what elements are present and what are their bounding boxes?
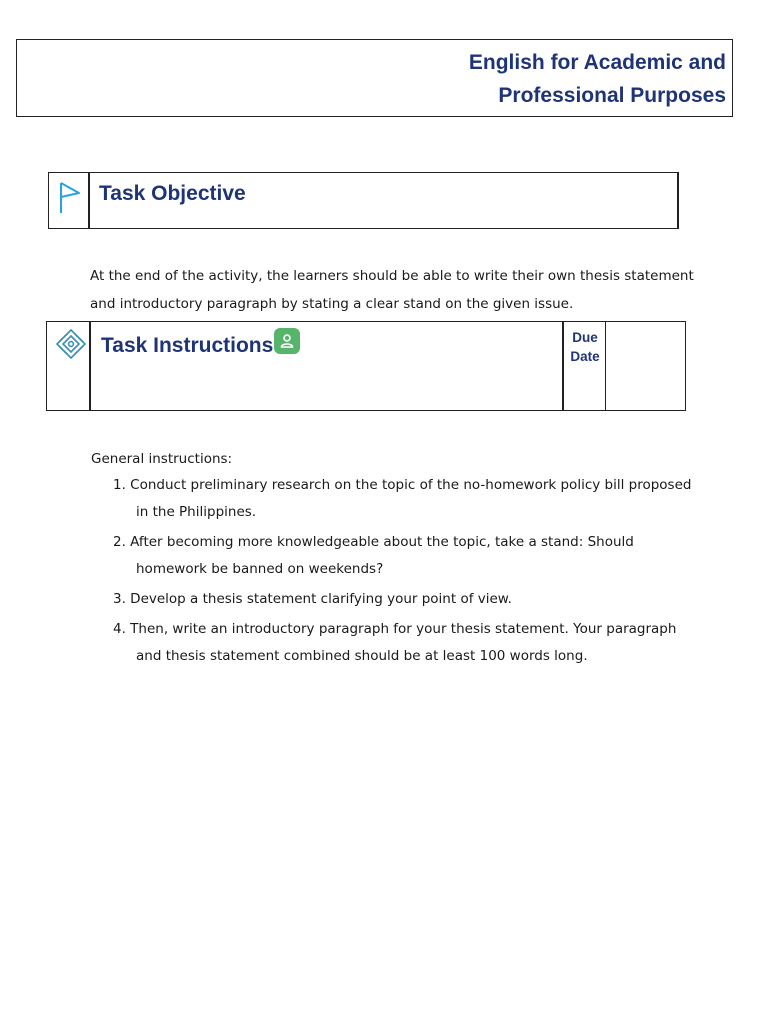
general-instructions-label: General instructions: — [91, 451, 233, 467]
flag-icon — [58, 181, 82, 215]
due-date-value-cell — [607, 322, 685, 410]
list-item — [113, 586, 693, 613]
puzzle-icon — [55, 328, 87, 362]
course-title-line-2: Professional Purposes — [498, 84, 726, 107]
list-item-line-1: 3. Develop a thesis statement clarifying your point of view. — [113, 591, 512, 607]
instructions-heading-text: Task Instructions — [101, 334, 274, 357]
objective-icon-cell — [49, 173, 90, 228]
list-item-line-1: 2. After becoming more knowledgeable about the topic, take a stand: Should — [113, 534, 634, 550]
objective-text-line-1: At the end of the activity, the learners should be able to write their own thesis statement — [90, 268, 694, 284]
list-item-line-2: in the Philippines. — [136, 504, 257, 520]
due-date-label-cell — [562, 322, 606, 410]
course-title-line-1: English for Academic and — [468, 51, 726, 74]
list-item-line-2: homework be banned on weekends? — [136, 561, 384, 577]
objective-heading: Task Objective — [99, 182, 246, 205]
objective-text-line-2: and introductory paragraph by stating a clear stand on the given issue. — [90, 296, 574, 312]
instructions-heading — [101, 334, 300, 358]
list-item-line-1: 1. Conduct preliminary research on the topic of the no-homework policy bill proposed — [113, 477, 692, 493]
user-icon — [280, 333, 294, 349]
course-title — [326, 46, 726, 112]
list-item-line-1: 4. Then, write an introductory paragraph for your thesis statement. Your paragraph — [113, 621, 677, 637]
due-date-label: Due Date — [570, 330, 600, 364]
task-objective-box — [48, 172, 679, 229]
list-item — [113, 616, 693, 670]
task-instructions-box — [46, 321, 686, 411]
list-item-line-2: and thesis statement combined should be at least 100 words long. — [136, 648, 588, 664]
instructions-icon-cell — [47, 322, 91, 410]
list-item — [113, 472, 693, 526]
instruction-list — [113, 472, 693, 673]
list-item — [113, 529, 693, 583]
user-badge[interactable] — [274, 328, 300, 354]
objective-text — [90, 262, 694, 318]
header-box — [16, 39, 733, 117]
